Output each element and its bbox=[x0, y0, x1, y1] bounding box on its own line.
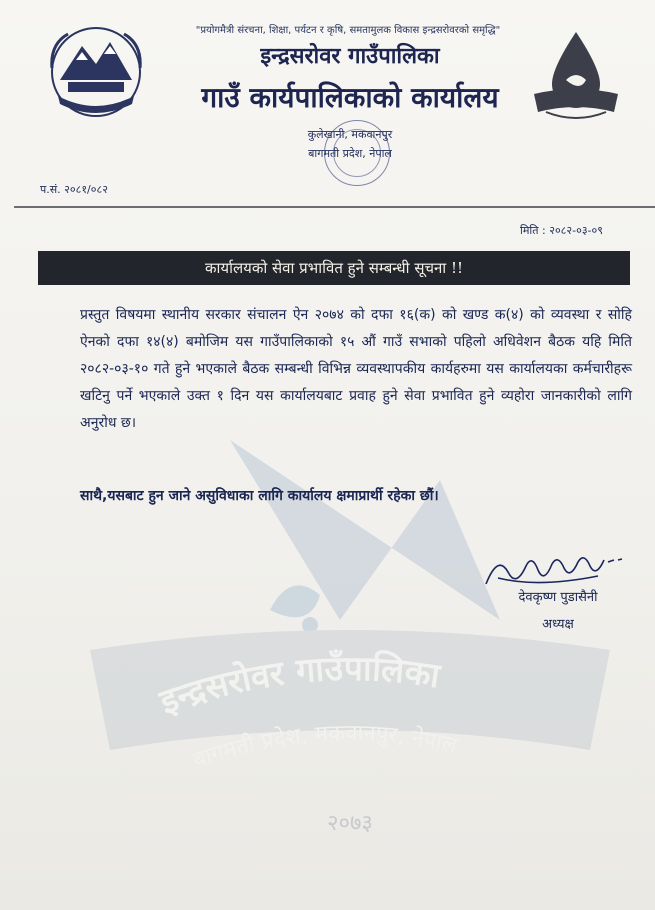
notice-title: कार्यालयको सेवा प्रभावित हुने सम्बन्धी सूचना !! bbox=[38, 251, 630, 285]
notice-date: मिति : २०८२-०३-०९ bbox=[520, 224, 603, 237]
nepal-emblem-icon bbox=[44, 24, 148, 120]
office-name: गाउँ कार्यपालिकाको कार्यालय bbox=[201, 81, 499, 114]
header-divider bbox=[14, 206, 655, 208]
municipality-name: इन्द्रसरोवर गाउँपालिका bbox=[260, 43, 440, 69]
address-line-1: कुलेखानी, मकवानपुर bbox=[307, 128, 393, 141]
signatory-name: देवकृष्ण पुडासैनी bbox=[518, 590, 598, 605]
watermark-text-2: बागमती प्रदेश, मकवानपुर, नेपाल bbox=[190, 720, 460, 774]
notice-apology: साथै,यसबाट हुन जाने असुविधाका लागि कार्यालय क्षमाप्रार्थी रहेका छौं। bbox=[80, 488, 439, 504]
header-slogan: "प्रयोगमैत्री संरचना, शिक्षा, पर्यटन र कृषि, समतामुलक विकास इन्द्रसरोवरको समृद्धि" bbox=[195, 25, 501, 36]
watermark-text-1: इन्द्रसरोवर गाउँपालिका bbox=[154, 648, 443, 723]
address-line-2: बागमती प्रदेश, नेपाल bbox=[308, 147, 392, 160]
watermark-year: २०७३ bbox=[327, 811, 373, 836]
signatory-title: अध्यक्ष bbox=[542, 617, 574, 632]
reference-number: प.सं. २०८१/०८२ bbox=[40, 183, 108, 196]
notice-body: प्रस्तुत विषयमा स्थानीय सरकार संचालन ऐन २०७४ को दफा १६(क) को खण्ड क(४) को व्यवस्था र सोहि ऐनको दफा १४(४) बमोजिम यस गाउँपालिकाको १५ औं गाउँ सभाको पहिलो अधिवेशन बैठक यहि मिति २०८२-०३-१० गते हुने भएकाले बैठक सम्बन्धी विभिन्न व्यवस्थापकीय कार्यहरुमा यस कार्यालयका कर्मचारीहरू खटिनु पर्ने भएकाले उक्त १ दिन यस कार्यालयबाट प्रवाह हुने सेवा प्रभावित हुने व्यहोरा जानकारीको लागि अनुरोध छ। bbox=[80, 307, 632, 431]
office-stamp bbox=[324, 120, 390, 186]
